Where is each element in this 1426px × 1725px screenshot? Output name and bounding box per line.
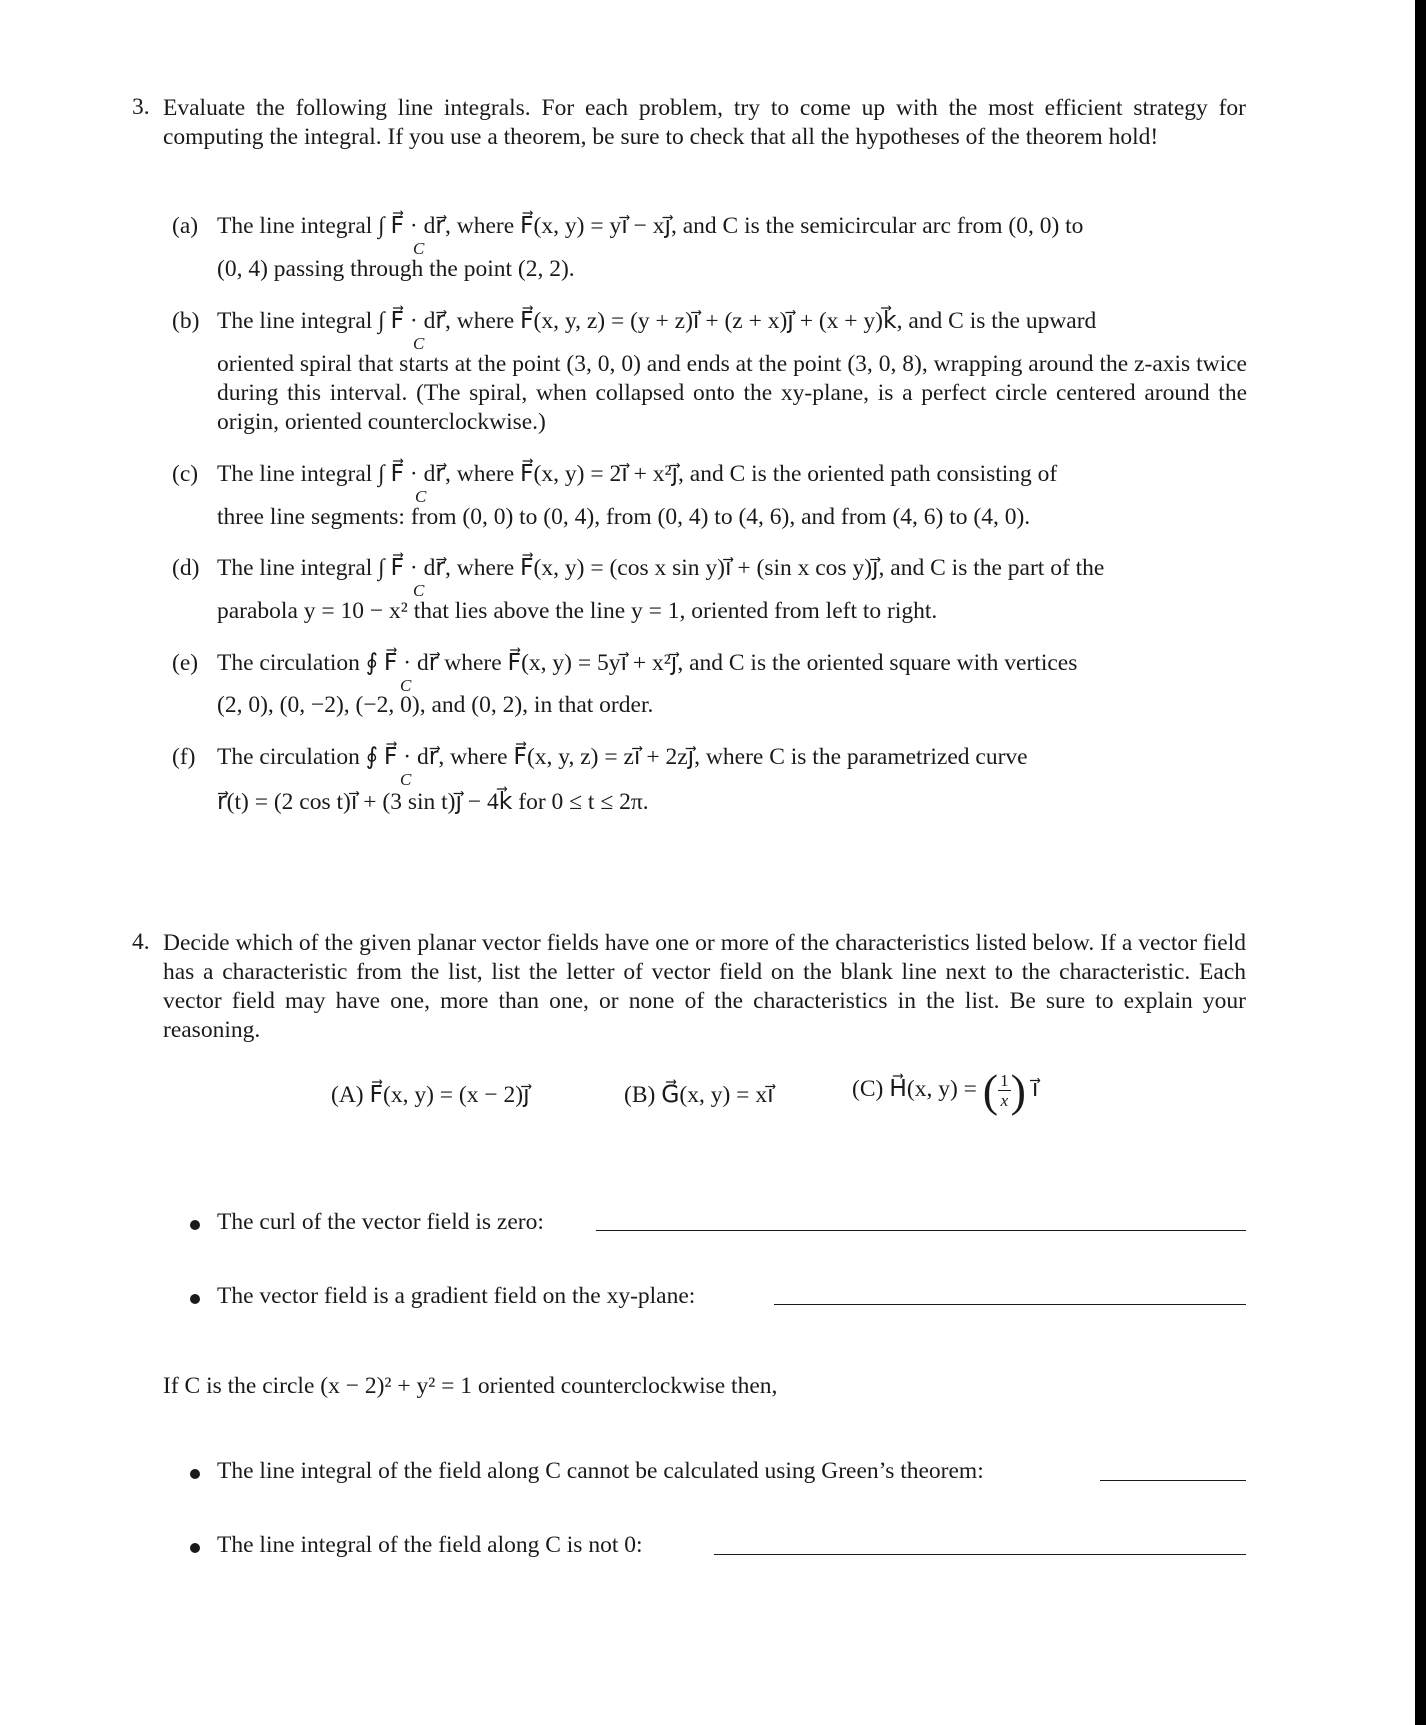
- q3-intro: Evaluate the following line integrals. For each problem, try to come up with the most efficient strategy for computing the integral. If you use a theorem, be sure to check that all the hypotheses of the theorem hold!: [163, 95, 1246, 150]
- bullet-dot: [190, 1294, 200, 1304]
- bullet-curl-zero: The curl of the vector field is zero:: [217, 1209, 544, 1235]
- item-line1: The line integral ∫ F⃗ · dr⃗, where F⃗(x, y) = 2i⃗ + x²j⃗, and C is the oriented path consisting of: [217, 461, 1058, 487]
- item-label: (e): [172, 650, 199, 676]
- q4-intro: Decide which of the given planar vector fields have one or more of the characteristics listed below. If a vector field has a characteristic from the list, list the letter of vector field on the blank line next to the characteristic. Each vector field may have one, more than one, or none of the characteristics in the list. Be sure to explain your reasoning.: [163, 930, 1246, 1043]
- bullet-dot: [190, 1469, 200, 1479]
- q3-number: 3.: [132, 94, 150, 120]
- circle-statement: If C is the circle (x − 2)² + y² = 1 oriented counterclockwise then,: [163, 1373, 778, 1399]
- q4-number: 4.: [132, 929, 150, 955]
- fraction-denominator: x: [1000, 1091, 1009, 1110]
- item-line2: r⃗(t) = (2 cos t)i⃗ + (3 sin t)j⃗ − 4k⃗ for 0 ≤ t ≤ 2π.: [217, 789, 649, 815]
- item-line1: The circulation ∮ F⃗ · dr⃗ where F⃗(x, y) = 5yi⃗ + x²j⃗, and C is the oriented square with vertices: [217, 650, 1078, 676]
- item-line1: The line integral ∫ F⃗ · dr⃗, where F⃗(x, y, z) = (y + z)i⃗ + (z + x)j⃗ + (x + y)k⃗, and C is the upward: [217, 308, 1097, 334]
- item-label: (a): [172, 213, 199, 239]
- field-c-suffix: i⃗: [1031, 1075, 1039, 1102]
- q3-item-d: [172, 554, 1250, 600]
- item-label: (d): [172, 555, 200, 581]
- q3-item-b: [172, 307, 1250, 353]
- integral-subscript: C: [400, 676, 412, 695]
- fraction: [998, 1071, 1011, 1110]
- field-c-prefix: (C) H⃗(x, y) =: [852, 1075, 977, 1102]
- integral-subscript: C: [415, 487, 427, 506]
- item-line1: The line integral ∫ F⃗ · dr⃗, where F⃗(x, y) = (cos x sin y)i⃗ + (sin x cos y)j⃗, and C is the part of the: [217, 555, 1105, 581]
- right-paren: ): [1010, 1065, 1026, 1116]
- integral-subscript: C: [400, 770, 412, 789]
- item-label: (c): [172, 461, 199, 487]
- answer-blank-not-zero[interactable]: [714, 1554, 1246, 1555]
- field-a: (A) F⃗(x, y) = (x − 2)j⃗: [331, 1082, 530, 1108]
- item-line2: (0, 4) passing through the point (2, 2).: [217, 256, 575, 282]
- q3-item-b-cont: oriented spiral that starts at the point (3, 0, 0) and ends at the point (3, 0, 8), wrapping around the z-axis twice during this interval. (The spiral, when collapsed onto the xy-plane, is a perfect circle centered around the origin, oriented counterclockwise.): [217, 351, 1247, 435]
- item-line2: (2, 0), (0, −2), (−2, 0), and (0, 2), in that order.: [217, 692, 654, 718]
- item-label: (f): [172, 744, 196, 770]
- bullet-greens-theorem: The line integral of the field along C cannot be calculated using Green’s theorem:: [217, 1458, 984, 1484]
- page-edge-border: [1415, 0, 1426, 1725]
- answer-blank-curl-zero[interactable]: [596, 1230, 1246, 1231]
- fraction-numerator: 1: [1000, 1071, 1009, 1090]
- answer-blank-greens-theorem[interactable]: [1100, 1480, 1246, 1481]
- item-line1: The circulation ∮ F⃗ · dr⃗, where F⃗(x, y, z) = zi⃗ + 2zj⃗, where C is the parametrized curve: [217, 744, 1028, 770]
- bullet-not-zero: The line integral of the field along C is not 0:: [217, 1532, 643, 1558]
- q3-item-e: [172, 649, 1250, 695]
- field-b: (B) G⃗(x, y) = xi⃗: [624, 1082, 774, 1108]
- q3-item-f: [172, 743, 1250, 789]
- item-line2: parabola y = 10 − x² that lies above the line y = 1, oriented from left to right.: [217, 598, 938, 624]
- bullet-gradient-field: The vector field is a gradient field on the xy-plane:: [217, 1283, 696, 1309]
- integral-subscript: C: [413, 334, 425, 353]
- field-c: [852, 1064, 1038, 1117]
- bullet-dot: [190, 1220, 200, 1230]
- item-line2: three line segments: from (0, 0) to (0, 4), from (0, 4) to (4, 6), and from (4, 6) to (4, 0).: [217, 504, 1031, 530]
- item-line1: The line integral ∫ F⃗ · dr⃗, where F⃗(x, y) = yi⃗ − xj⃗, and C is the semicircular arc from (0, 0) to: [217, 213, 1084, 239]
- left-paren: (: [982, 1065, 999, 1116]
- answer-blank-gradient-field[interactable]: [774, 1304, 1246, 1305]
- integral-subscript: C: [413, 239, 425, 258]
- bullet-dot: [190, 1543, 200, 1553]
- integral-subscript: C: [413, 581, 425, 600]
- item-label: (b): [172, 308, 200, 334]
- q3-item-c: [172, 460, 1250, 506]
